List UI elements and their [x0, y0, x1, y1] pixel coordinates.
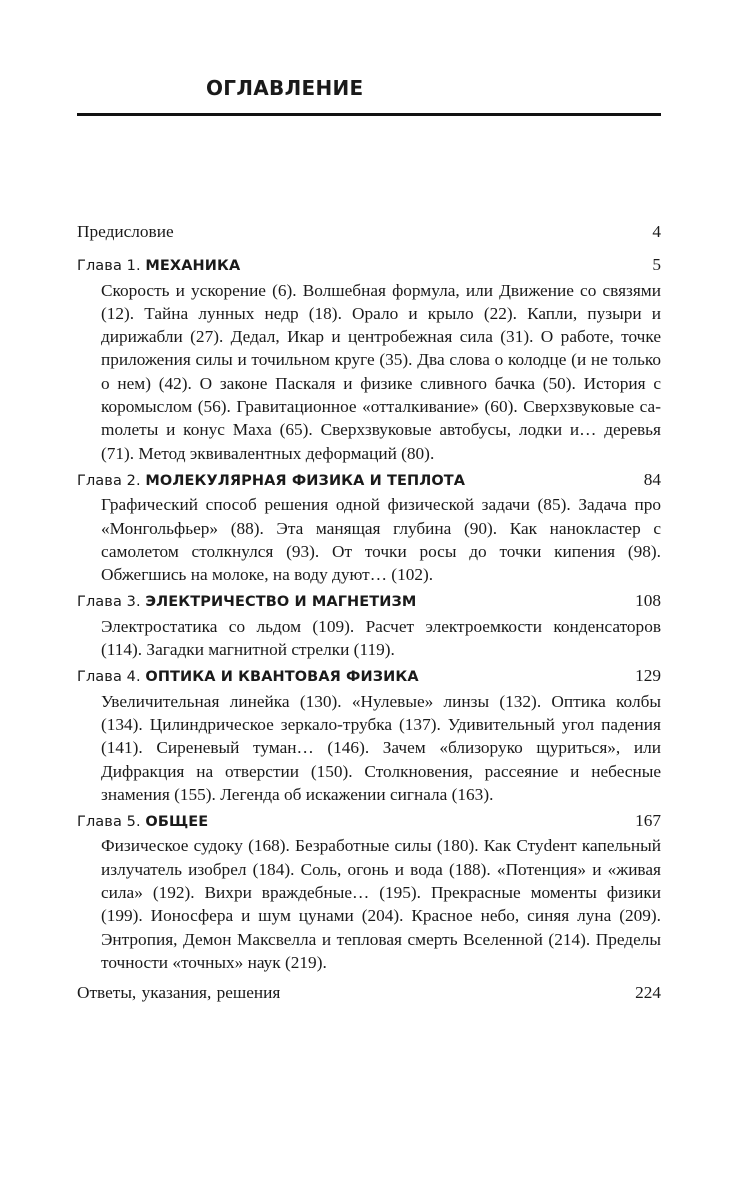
page-title: ОГЛАВЛЕНИЕ	[206, 76, 364, 100]
chapter-1-description: Скорость и ускорение (6). Волшебная формула, или Движение со связями (12). Тайна лунных недр (18). Орало и крыло (22). Капли, пузыри и дирижабли (27). Дедал, Икар и центробежная сила (31). О работе, точке приложения силы и точильном круге (35). Два слова о колодце (и не только о нем) (42). О законе Паскаля и физике сливного бачка (50). История с коромыслом (56). Гравитационное «отталкивание» (60). Сверхзвуковые саmолеты и конус Маха (65). Сверхзвуковые автобусы, лодки и… деревья (71). Метод эквивалентных деформаций (80).	[101, 280, 661, 463]
toc-entry-preface[interactable]	[77, 220, 661, 243]
chapter-3-prefix: Глава 3.	[77, 594, 141, 611]
chapter-5-description: Физическое судоку (168). Безработные силы (180). Как Стуdент капельный излучатель изобрел (184). Соль, огонь и вода (188). «Потенция» и «живая сила» (192). Вихри враждебные… (195). Прекрасные моменты физики (199). Ионосфера и шум цунами (204). Красное небо, синяя луна (209). Энтропия, Демон Максвелла и тепловая смерть Вселенной (214). Пределы точности «точных» наук (219).	[101, 836, 661, 972]
chapter-2-prefix: Глава 2.	[77, 472, 141, 489]
chapter-2-page: 84	[643, 469, 661, 489]
chapter-5-heading	[77, 811, 208, 834]
title-rule	[77, 113, 661, 116]
chapter-1-page: 5	[652, 255, 661, 275]
chapter-3-page: 108	[635, 591, 661, 611]
toc-entry-chapter-3[interactable]	[77, 589, 661, 661]
chapter-1-prefix: Глава 1.	[77, 258, 141, 275]
toc-entry-chapter-5[interactable]	[77, 809, 661, 974]
toc-entry-chapter-4[interactable]	[77, 664, 661, 806]
preface-page: 4	[652, 222, 661, 241]
chapter-4-title: ОПТИКА И КВАНТОВАЯ ФИЗИКА	[145, 669, 419, 686]
chapter-3-title: ЭЛЕКТРИЧЕСТВО И МАГНЕТИЗМ	[145, 594, 417, 611]
chapter-4-prefix: Глава 4.	[77, 669, 141, 686]
chapter-2-title: МОЛЕКУЛЯРНАЯ ФИЗИКА И ТЕПЛОТА	[145, 472, 466, 489]
answers-page: 224	[635, 983, 661, 1003]
chapter-5-title: ОБЩЕЕ	[145, 814, 209, 831]
chapter-5-page: 167	[635, 811, 661, 831]
chapter-2-heading	[77, 470, 465, 493]
answers-title: Ответы, указания, решения	[77, 983, 281, 1003]
toc-entry-answers[interactable]	[77, 981, 661, 1004]
toc-entry-chapter-1[interactable]	[77, 253, 661, 465]
table-of-contents	[77, 220, 661, 1005]
chapter-4-heading	[77, 666, 419, 689]
chapter-5-prefix: Глава 5.	[77, 814, 141, 831]
toc-entry-chapter-2[interactable]	[77, 468, 661, 586]
preface-title: Предисловие	[77, 222, 174, 241]
chapter-1-title: МЕХАНИКА	[145, 258, 241, 275]
chapter-1-heading	[77, 255, 240, 278]
chapter-3-description: Электростатика со льдом (109). Расчет электроемкости конденсаторов (114). Загадки магнитной стрелки (119).	[101, 616, 661, 660]
chapter-4-description: Увеличительная линейка (130). «Нулевые» линзы (132). Оптика колбы (134). Цилиндрическое зеркало-трубка (137). Удивительный угол падения (141). Сиреневый туман… (146). Зачем «близоруко щуриться», или Дифракция на отверстии (150). Столкновения, рассеяние и небесные знамения (155). Легенда об искажении сигнала (163).	[101, 691, 661, 804]
chapter-3-heading	[77, 591, 416, 614]
chapter-4-page: 129	[635, 666, 661, 686]
chapter-2-description: Графический способ решения одной физической задачи (85). Задача про «Монгольфьер» (88). Эта манящая глубина (90). Как нанокластер с самолетом столкнулся (93). От точки росы до точки кипения (98). Обжегшись на молоке, на воду дуют… (102).	[101, 495, 661, 585]
